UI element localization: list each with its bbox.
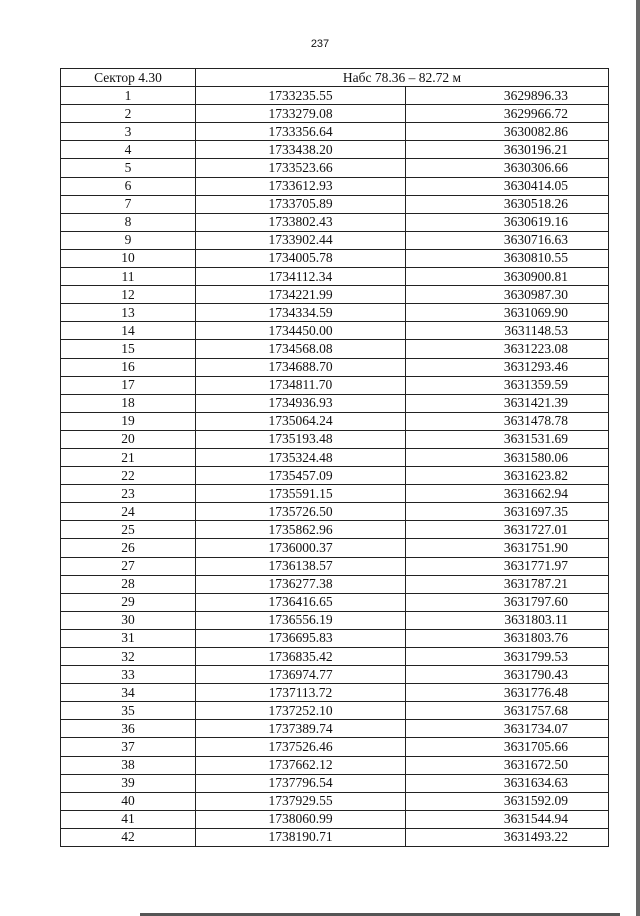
table-row xyxy=(61,467,609,485)
table-row xyxy=(61,412,609,430)
y-coordinate-cell: 3630987.30 xyxy=(406,286,609,304)
scan-edge-right xyxy=(636,0,640,916)
y-coordinate-cell: 3629896.33 xyxy=(406,87,609,105)
x-coordinate-cell: 1737662.12 xyxy=(196,756,406,774)
point-number-cell: 4 xyxy=(61,141,196,159)
x-coordinate-cell: 1733705.89 xyxy=(196,195,406,213)
y-coordinate-cell: 3630082.86 xyxy=(406,123,609,141)
point-number-cell: 41 xyxy=(61,810,196,828)
x-coordinate-cell: 1736556.19 xyxy=(196,611,406,629)
table-row xyxy=(61,340,609,358)
point-number-cell: 31 xyxy=(61,629,196,647)
y-coordinate-cell: 3631771.97 xyxy=(406,557,609,575)
y-coordinate-cell: 3629966.72 xyxy=(406,105,609,123)
y-coordinate-cell: 3631672.50 xyxy=(406,756,609,774)
y-coordinate-cell: 3630196.21 xyxy=(406,141,609,159)
point-number-cell: 13 xyxy=(61,304,196,322)
x-coordinate-cell: 1734811.70 xyxy=(196,376,406,394)
point-number-cell: 38 xyxy=(61,756,196,774)
y-coordinate-cell: 3630619.16 xyxy=(406,213,609,231)
y-coordinate-cell: 3631531.69 xyxy=(406,430,609,448)
x-coordinate-cell: 1736695.83 xyxy=(196,629,406,647)
x-coordinate-cell: 1737113.72 xyxy=(196,684,406,702)
table-body xyxy=(61,87,609,847)
x-coordinate-cell: 1734936.93 xyxy=(196,394,406,412)
point-number-cell: 35 xyxy=(61,702,196,720)
table-row xyxy=(61,684,609,702)
y-coordinate-cell: 3631493.22 xyxy=(406,828,609,846)
y-coordinate-cell: 3631734.07 xyxy=(406,720,609,738)
point-number-cell: 7 xyxy=(61,195,196,213)
coordinates-table xyxy=(60,68,609,847)
y-coordinate-cell: 3630518.26 xyxy=(406,195,609,213)
table-row xyxy=(61,557,609,575)
point-number-cell: 36 xyxy=(61,720,196,738)
table-row xyxy=(61,123,609,141)
table-row xyxy=(61,828,609,846)
point-number-cell: 34 xyxy=(61,684,196,702)
x-coordinate-cell: 1736416.65 xyxy=(196,593,406,611)
x-coordinate-cell: 1733902.44 xyxy=(196,231,406,249)
x-coordinate-cell: 1735064.24 xyxy=(196,412,406,430)
y-coordinate-cell: 3631359.59 xyxy=(406,376,609,394)
x-coordinate-cell: 1733523.66 xyxy=(196,159,406,177)
point-number-cell: 9 xyxy=(61,231,196,249)
table-row xyxy=(61,611,609,629)
x-coordinate-cell: 1737929.55 xyxy=(196,792,406,810)
point-number-cell: 40 xyxy=(61,792,196,810)
y-coordinate-cell: 3631069.90 xyxy=(406,304,609,322)
point-number-cell: 29 xyxy=(61,593,196,611)
point-number-cell: 17 xyxy=(61,376,196,394)
y-coordinate-cell: 3630716.63 xyxy=(406,231,609,249)
x-coordinate-cell: 1737389.74 xyxy=(196,720,406,738)
point-number-cell: 20 xyxy=(61,430,196,448)
x-coordinate-cell: 1734450.00 xyxy=(196,322,406,340)
y-coordinate-cell: 3631776.48 xyxy=(406,684,609,702)
height-range-header: Набс 78.36 – 82.72 м xyxy=(196,69,609,87)
x-coordinate-cell: 1734334.59 xyxy=(196,304,406,322)
y-coordinate-cell: 3631148.53 xyxy=(406,322,609,340)
table-row xyxy=(61,666,609,684)
page-number: 237 xyxy=(310,38,330,50)
table-row xyxy=(61,774,609,792)
table-row xyxy=(61,593,609,611)
point-number-cell: 14 xyxy=(61,322,196,340)
point-number-cell: 39 xyxy=(61,774,196,792)
table-row xyxy=(61,141,609,159)
x-coordinate-cell: 1737252.10 xyxy=(196,702,406,720)
y-coordinate-cell: 3631803.76 xyxy=(406,629,609,647)
table-row xyxy=(61,87,609,105)
point-number-cell: 12 xyxy=(61,286,196,304)
x-coordinate-cell: 1733612.93 xyxy=(196,177,406,195)
y-coordinate-cell: 3631592.09 xyxy=(406,792,609,810)
y-coordinate-cell: 3631580.06 xyxy=(406,448,609,466)
table-row xyxy=(61,268,609,286)
table-row xyxy=(61,286,609,304)
point-number-cell: 1 xyxy=(61,87,196,105)
y-coordinate-cell: 3630306.66 xyxy=(406,159,609,177)
table-row xyxy=(61,304,609,322)
table-row xyxy=(61,213,609,231)
x-coordinate-cell: 1736000.37 xyxy=(196,539,406,557)
x-coordinate-cell: 1736974.77 xyxy=(196,666,406,684)
point-number-cell: 26 xyxy=(61,539,196,557)
y-coordinate-cell: 3630414.05 xyxy=(406,177,609,195)
table-row xyxy=(61,195,609,213)
table-row xyxy=(61,503,609,521)
table-row xyxy=(61,394,609,412)
table-row xyxy=(61,376,609,394)
y-coordinate-cell: 3631478.78 xyxy=(406,412,609,430)
point-number-cell: 19 xyxy=(61,412,196,430)
y-coordinate-cell: 3631421.39 xyxy=(406,394,609,412)
table-row xyxy=(61,539,609,557)
table-row xyxy=(61,756,609,774)
table-row xyxy=(61,159,609,177)
table-row xyxy=(61,485,609,503)
y-coordinate-cell: 3631787.21 xyxy=(406,575,609,593)
point-number-cell: 15 xyxy=(61,340,196,358)
table-row xyxy=(61,249,609,267)
point-number-cell: 33 xyxy=(61,666,196,684)
x-coordinate-cell: 1735862.96 xyxy=(196,521,406,539)
table-row xyxy=(61,448,609,466)
x-coordinate-cell: 1735726.50 xyxy=(196,503,406,521)
point-number-cell: 28 xyxy=(61,575,196,593)
table-row xyxy=(61,521,609,539)
y-coordinate-cell: 3631751.90 xyxy=(406,539,609,557)
y-coordinate-cell: 3631662.94 xyxy=(406,485,609,503)
y-coordinate-cell: 3631799.53 xyxy=(406,648,609,666)
point-number-cell: 21 xyxy=(61,448,196,466)
y-coordinate-cell: 3630810.55 xyxy=(406,249,609,267)
table-row xyxy=(61,358,609,376)
table-row xyxy=(61,810,609,828)
x-coordinate-cell: 1737796.54 xyxy=(196,774,406,792)
y-coordinate-cell: 3631293.46 xyxy=(406,358,609,376)
point-number-cell: 37 xyxy=(61,738,196,756)
y-coordinate-cell: 3631797.60 xyxy=(406,593,609,611)
x-coordinate-cell: 1733235.55 xyxy=(196,87,406,105)
table-row xyxy=(61,231,609,249)
y-coordinate-cell: 3631623.82 xyxy=(406,467,609,485)
x-coordinate-cell: 1736835.42 xyxy=(196,648,406,666)
point-number-cell: 11 xyxy=(61,268,196,286)
y-coordinate-cell: 3631634.63 xyxy=(406,774,609,792)
x-coordinate-cell: 1734688.70 xyxy=(196,358,406,376)
table-row xyxy=(61,105,609,123)
x-coordinate-cell: 1735591.15 xyxy=(196,485,406,503)
x-coordinate-cell: 1737526.46 xyxy=(196,738,406,756)
point-number-cell: 5 xyxy=(61,159,196,177)
y-coordinate-cell: 3631697.35 xyxy=(406,503,609,521)
table-row xyxy=(61,177,609,195)
point-number-cell: 42 xyxy=(61,828,196,846)
x-coordinate-cell: 1735457.09 xyxy=(196,467,406,485)
x-coordinate-cell: 1733438.20 xyxy=(196,141,406,159)
y-coordinate-cell: 3631223.08 xyxy=(406,340,609,358)
table-row xyxy=(61,629,609,647)
point-number-cell: 10 xyxy=(61,249,196,267)
table-row xyxy=(61,792,609,810)
point-number-cell: 24 xyxy=(61,503,196,521)
y-coordinate-cell: 3631727.01 xyxy=(406,521,609,539)
x-coordinate-cell: 1733279.08 xyxy=(196,105,406,123)
y-coordinate-cell: 3631803.11 xyxy=(406,611,609,629)
y-coordinate-cell: 3631790.43 xyxy=(406,666,609,684)
table-row xyxy=(61,738,609,756)
y-coordinate-cell: 3631544.94 xyxy=(406,810,609,828)
point-number-cell: 30 xyxy=(61,611,196,629)
x-coordinate-cell: 1734568.08 xyxy=(196,340,406,358)
point-number-cell: 2 xyxy=(61,105,196,123)
point-number-cell: 23 xyxy=(61,485,196,503)
point-number-cell: 25 xyxy=(61,521,196,539)
x-coordinate-cell: 1736277.38 xyxy=(196,575,406,593)
y-coordinate-cell: 3630900.81 xyxy=(406,268,609,286)
table-row xyxy=(61,322,609,340)
x-coordinate-cell: 1734221.99 xyxy=(196,286,406,304)
y-coordinate-cell: 3631705.66 xyxy=(406,738,609,756)
point-number-cell: 6 xyxy=(61,177,196,195)
x-coordinate-cell: 1735324.48 xyxy=(196,448,406,466)
table-header-row xyxy=(61,69,609,87)
table-row xyxy=(61,702,609,720)
point-number-cell: 3 xyxy=(61,123,196,141)
point-number-cell: 32 xyxy=(61,648,196,666)
x-coordinate-cell: 1738190.71 xyxy=(196,828,406,846)
sector-header: Сектор 4.30 xyxy=(61,69,196,87)
table-row xyxy=(61,648,609,666)
table-row xyxy=(61,720,609,738)
point-number-cell: 22 xyxy=(61,467,196,485)
x-coordinate-cell: 1736138.57 xyxy=(196,557,406,575)
x-coordinate-cell: 1734112.34 xyxy=(196,268,406,286)
table-row xyxy=(61,575,609,593)
x-coordinate-cell: 1733356.64 xyxy=(196,123,406,141)
x-coordinate-cell: 1734005.78 xyxy=(196,249,406,267)
point-number-cell: 16 xyxy=(61,358,196,376)
table-row xyxy=(61,430,609,448)
y-coordinate-cell: 3631757.68 xyxy=(406,702,609,720)
x-coordinate-cell: 1733802.43 xyxy=(196,213,406,231)
x-coordinate-cell: 1738060.99 xyxy=(196,810,406,828)
x-coordinate-cell: 1735193.48 xyxy=(196,430,406,448)
point-number-cell: 8 xyxy=(61,213,196,231)
point-number-cell: 27 xyxy=(61,557,196,575)
point-number-cell: 18 xyxy=(61,394,196,412)
